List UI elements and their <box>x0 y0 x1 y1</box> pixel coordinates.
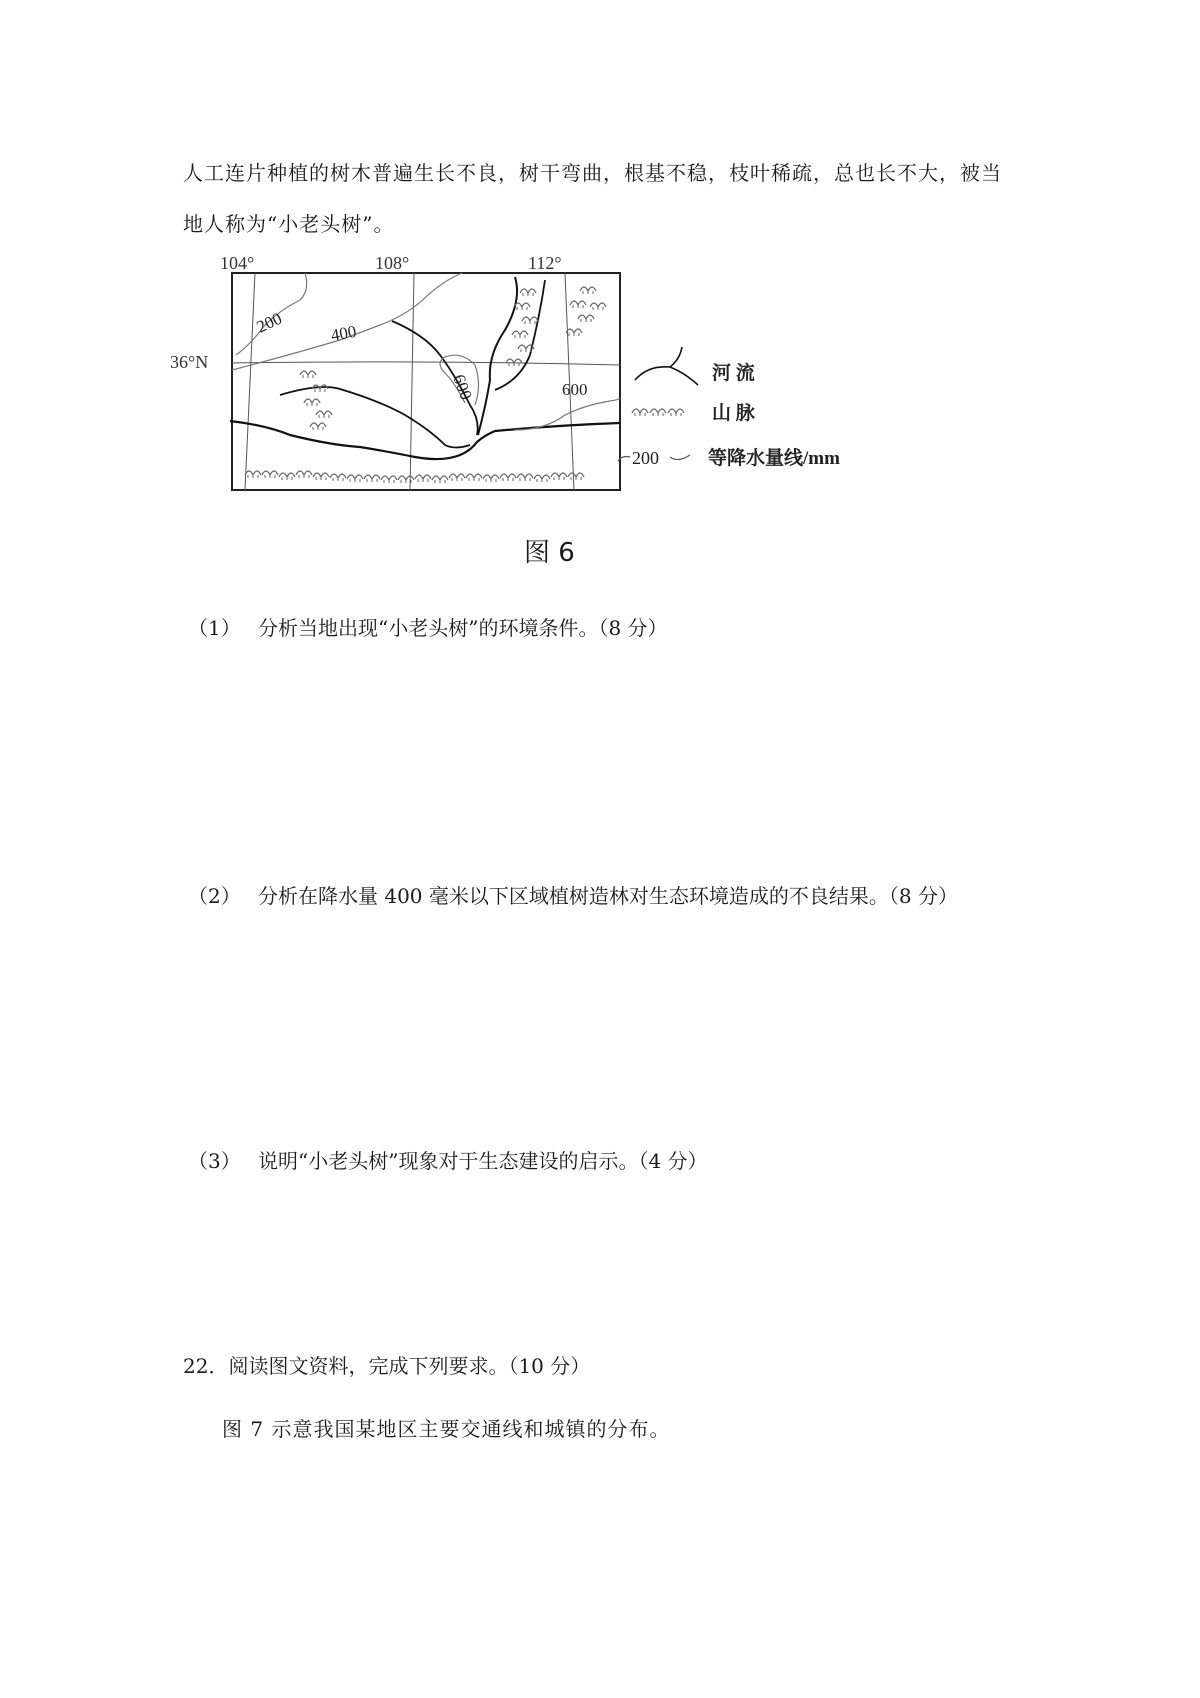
mountain-range-north-1 <box>506 289 538 366</box>
legend-mountain-label: 山 脉 <box>712 403 755 424</box>
question-2 <box>188 880 958 909</box>
isohyet-label-600-east: 600 <box>562 380 588 399</box>
question-1 <box>188 612 668 641</box>
mountain-range-central <box>300 371 332 430</box>
river-north-1 <box>478 277 517 435</box>
isohyet-label-600-center: 600 <box>449 371 476 403</box>
precipitation-map-figure <box>170 255 930 530</box>
question-2-number: （2） <box>188 884 241 908</box>
lon-label-112: 112° <box>528 255 562 273</box>
question-1-number: （1） <box>188 616 241 640</box>
question-1-text: 分析当地出现“小老头树”的环境条件。（8 分） <box>258 616 668 640</box>
isohyet-icon-right <box>670 455 690 460</box>
legend-isohyet-label: 等降水量线/mm <box>708 448 840 469</box>
lon-label-108: 108° <box>375 255 410 273</box>
question-22-title: 22．阅读图文资料，完成下列要求。（10 分） <box>183 1354 591 1378</box>
river-icon <box>635 347 698 385</box>
question-3 <box>188 1145 708 1174</box>
legend-isohyet-sample: 200 <box>632 448 659 468</box>
river-main <box>230 421 620 459</box>
figure-caption: 图 6 <box>524 538 575 568</box>
legend <box>618 347 840 469</box>
lon-label-104: 104° <box>220 255 255 273</box>
question-3-text: 说明“小老头树”现象对于生态建设的启示。（4 分） <box>258 1149 708 1173</box>
parallel-36n <box>232 362 620 365</box>
legend-river-label: 河 流 <box>712 363 755 384</box>
question-3-number: （3） <box>188 1149 241 1173</box>
mountain-icon <box>632 409 684 416</box>
question-22-text: 图 7 示意我国某地区主要交通线和城镇的分布。 <box>222 1417 671 1441</box>
intro-line-2: 地人称为“小老头树”。 <box>183 212 395 236</box>
question-2-text: 分析在降水量 400 毫米以下区域植树造林对生态环境造成的不良结果。（8 分） <box>258 884 958 908</box>
lat-label-36n: 36°N <box>170 352 209 372</box>
isohyet-label-200: 200 <box>253 308 285 337</box>
meridian-104 <box>245 273 255 490</box>
isohyet-label-400: 400 <box>329 321 358 345</box>
mountain-range-north-2 <box>566 287 606 336</box>
mountain-range-south <box>245 471 584 483</box>
intro-line-1: 人工连片种植的树木普遍生长不良，树干弯曲，根基不稳，枝叶稀疏，总也长不大，被当 <box>183 161 1002 185</box>
